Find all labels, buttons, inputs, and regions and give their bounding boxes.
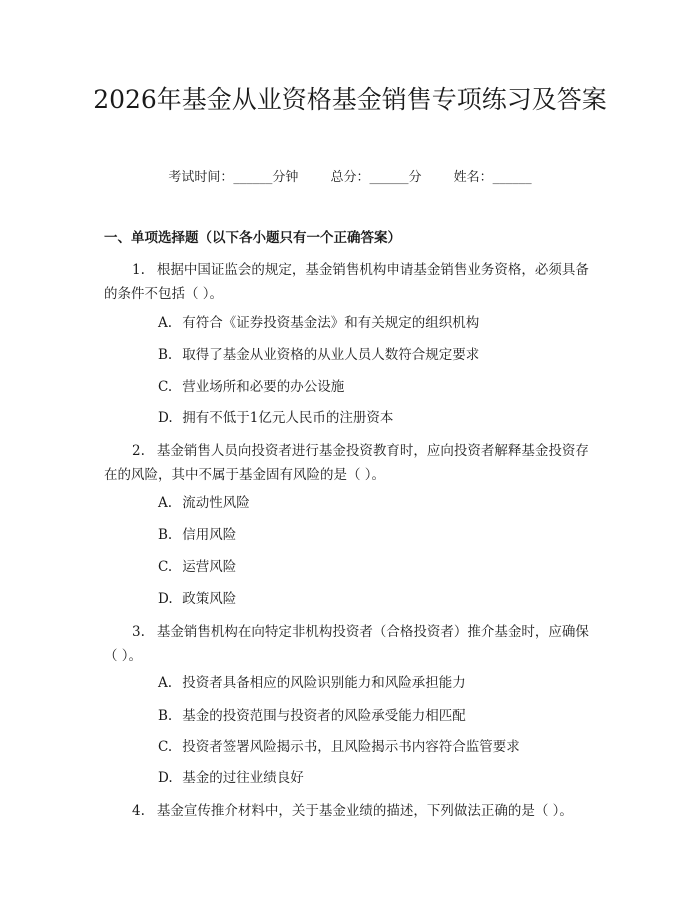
- name-field: 姓名：______: [453, 170, 532, 185]
- option-letter: C.: [158, 379, 173, 395]
- option-text: 取得了基金从业资格的从业人员人数符合规定要求: [182, 347, 480, 363]
- option-text: 营业场所和必要的办公设施: [182, 379, 345, 395]
- option-text: 基金的投资范围与投资者的风险承受能力相匹配: [182, 708, 466, 724]
- section-heading: 一、单项选择题（以下各小题只有一个正确答案）: [104, 230, 401, 246]
- option-letter: D.: [158, 410, 173, 426]
- option-text: 政策风险: [182, 591, 237, 607]
- option-letter: A.: [158, 675, 173, 691]
- question-3-option-c: [158, 737, 598, 757]
- option-letter: B.: [158, 527, 173, 543]
- option-text: 拥有不低于1亿元人民币的注册资本: [182, 410, 394, 426]
- question-text: 基金销售机构在向特定非机构投资者（合格投资者）推介基金时，应确保（ ）。: [104, 624, 589, 664]
- option-letter: D.: [158, 770, 173, 786]
- option-letter: C.: [158, 559, 173, 575]
- question-1-option-c: [158, 377, 598, 397]
- option-letter: B.: [158, 347, 173, 363]
- question-text: 根据中国证监会的规定，基金销售机构申请基金销售业务资格，必须具备的条件不包括（ ）。: [104, 262, 589, 302]
- question-text: 基金销售人员向投资者进行基金投资教育时，应向投资者解释基金投资存在的风险，其中不属于基金固有风险的是（ ）。: [104, 443, 589, 483]
- question-1-option-d: [158, 408, 598, 428]
- option-text: 流动性风险: [182, 495, 250, 511]
- option-text: 信用风险: [182, 527, 237, 543]
- question-2: [104, 439, 600, 487]
- option-text: 投资者签署风险揭示书，且风险揭示书内容符合监管要求: [182, 739, 520, 755]
- question-2-option-d: [158, 589, 598, 609]
- option-text: 投资者具备相应的风险识别能力和风险承担能力: [182, 675, 466, 691]
- option-letter: A.: [158, 495, 173, 511]
- question-4: [104, 799, 600, 823]
- question-2-option-b: [158, 525, 598, 545]
- question-1-option-b: [158, 345, 598, 365]
- question-2-option-c: [158, 557, 598, 577]
- option-letter: B.: [158, 708, 173, 724]
- exam-meta: [0, 169, 700, 187]
- option-text: 有符合《证券投资基金法》和有关规定的组织机构: [182, 315, 480, 331]
- exam-time-field: 考试时间：______分钟: [168, 170, 299, 185]
- question-number: 2.: [132, 443, 145, 459]
- question-2-option-a: [158, 493, 598, 513]
- question-3-option-b: [158, 706, 598, 726]
- question-number: 4.: [132, 803, 145, 819]
- question-3: [104, 620, 600, 668]
- question-number: 1.: [132, 262, 145, 278]
- document-title: 2026年基金从业资格基金销售专项练习及答案: [93, 85, 607, 114]
- question-number: 3.: [132, 624, 145, 640]
- question-3-option-a: [158, 673, 598, 693]
- question-3-option-d: [158, 768, 598, 788]
- question-1: [104, 258, 600, 306]
- option-text: 基金的过往业绩良好: [182, 770, 304, 786]
- option-letter: D.: [158, 591, 173, 607]
- option-letter: A.: [158, 315, 173, 331]
- question-text: 基金宣传推介材料中，关于基金业绩的描述，下列做法正确的是（ ）。: [156, 803, 573, 819]
- option-text: 运营风险: [182, 559, 237, 575]
- total-score-field: 总分：______分: [330, 170, 422, 185]
- question-1-option-a: [158, 313, 598, 333]
- option-letter: C.: [158, 739, 173, 755]
